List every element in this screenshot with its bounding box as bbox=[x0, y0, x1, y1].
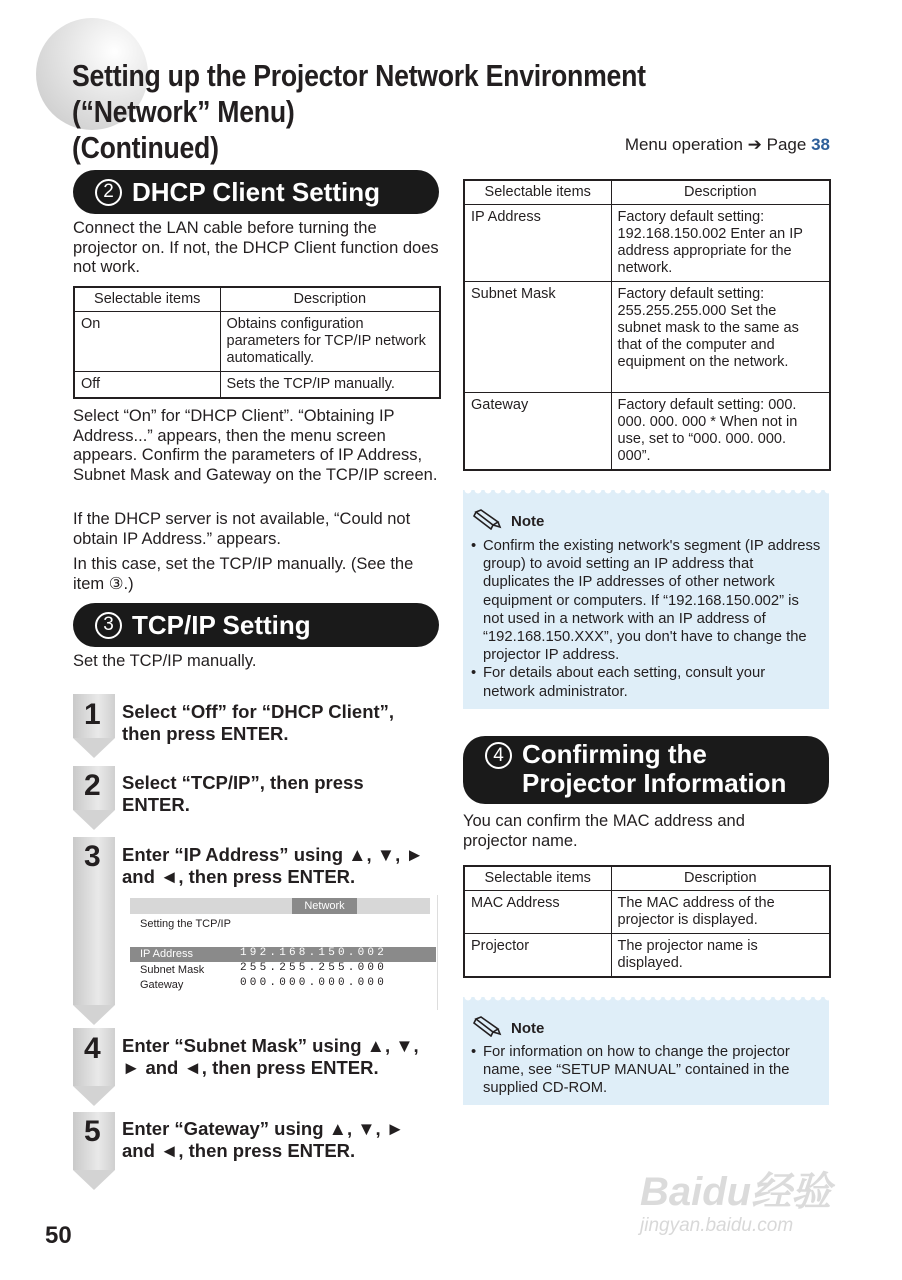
table-cell: Factory default setting: 000. 000. 000. 000 * When not in use, set to “000. 000. 000. 000”. bbox=[611, 393, 830, 471]
note-item: • For information on how to change the projector name, see “SETUP MANUAL” contained in the supplied CD-ROM. bbox=[471, 1043, 821, 1098]
table-header-row bbox=[464, 866, 830, 891]
gateway-label: Gateway bbox=[140, 979, 184, 991]
step-5-text bbox=[122, 1118, 404, 1162]
menu-operation-ref bbox=[625, 135, 830, 155]
confirm-heading-text bbox=[522, 740, 786, 798]
step-line: ► and ◄, then press ENTER. bbox=[122, 1057, 379, 1078]
table-row bbox=[74, 372, 440, 399]
tcpip-intro: Set the TCP/IP manually. bbox=[73, 652, 257, 670]
dhcp-table bbox=[73, 286, 441, 399]
table-cell: Factory default setting: 255.255.255.000 Set the subnet mask to the same as that of the computer and equipment on the network. bbox=[611, 282, 830, 393]
confirm-section-heading bbox=[463, 736, 829, 804]
table-cell: The MAC address of the projector is displayed. bbox=[611, 891, 830, 934]
table-row bbox=[464, 393, 830, 471]
projector-info-table bbox=[463, 865, 831, 978]
note-title bbox=[473, 508, 544, 534]
step-number: 1 bbox=[84, 698, 101, 731]
network-tab: Network bbox=[292, 898, 357, 914]
dhcp-paragraph-2: If the DHCP server is not available, “Could not obtain IP Address.” appears. bbox=[73, 510, 411, 548]
gateway-value: 000.000.000.000 bbox=[240, 977, 388, 989]
table-cell: Projector bbox=[464, 934, 611, 978]
step-line: then press ENTER. bbox=[122, 723, 289, 744]
step-1-text bbox=[122, 701, 394, 745]
table-row bbox=[464, 282, 830, 393]
title-line-1: Setting up the Projector Network Environment (“Network” Menu) bbox=[72, 58, 646, 129]
table-header-row bbox=[74, 287, 440, 312]
table-cell: Subnet Mask bbox=[464, 282, 611, 393]
menu-operation-page-link[interactable]: 38 bbox=[811, 135, 830, 154]
step-line: and ◄, then press ENTER. bbox=[122, 866, 356, 887]
table-cell: Gateway bbox=[464, 393, 611, 471]
confirm-heading-line-2: Projector Information bbox=[522, 768, 787, 798]
tcpip-section-heading bbox=[73, 603, 439, 647]
table-cell: Off bbox=[74, 372, 220, 399]
note-title-text: Note bbox=[511, 512, 545, 530]
table-cell: MAC Address bbox=[464, 891, 611, 934]
ip-address-value: 192.168.150.002 bbox=[240, 947, 388, 959]
confirm-intro: You can confirm the MAC address and projector name. bbox=[463, 812, 745, 850]
section-number-badge: 4 bbox=[485, 742, 512, 769]
dhcp-paragraph-3: In this case, set the TCP/IP manually. (See the item ③.) bbox=[73, 555, 414, 593]
note-title bbox=[473, 1015, 544, 1041]
step-number: 5 bbox=[84, 1115, 101, 1148]
table-header-row bbox=[464, 180, 830, 205]
step-line: Enter “IP Address” using ▲, ▼, ► bbox=[122, 844, 424, 865]
table-header: Selectable items bbox=[464, 180, 611, 205]
screen-subtitle: Setting the TCP/IP bbox=[140, 918, 231, 930]
table-header: Description bbox=[220, 287, 440, 312]
step-number: 3 bbox=[84, 840, 101, 873]
dhcp-section-heading bbox=[73, 170, 439, 214]
tcpip-items-table bbox=[463, 179, 831, 471]
note-scallop-edge bbox=[463, 992, 829, 1002]
title-line-2: (Continued) bbox=[72, 130, 219, 165]
note-list bbox=[471, 537, 821, 701]
table-row bbox=[464, 934, 830, 978]
table-row bbox=[464, 891, 830, 934]
dhcp-heading-text: DHCP Client Setting bbox=[132, 176, 380, 207]
note-title-text: Note bbox=[511, 1019, 545, 1037]
step-line: Select “Off” for “DHCP Client”, bbox=[122, 701, 395, 722]
note-box bbox=[463, 490, 829, 709]
table-header: Description bbox=[611, 866, 830, 891]
step-3-text bbox=[122, 844, 424, 888]
table-header: Selectable items bbox=[464, 866, 611, 891]
note-item: • Confirm the existing network's segment (IP address group) to avoid setting an IP address that duplicates the IP addresses of other network equipment or computers. If “192.168.150.002” is not used in a network with an IP address of “192.168.150.XXX”, you don't have to change the projector IP address. bbox=[471, 537, 821, 664]
step-line: and ◄, then press ENTER. bbox=[122, 1140, 356, 1161]
subnet-mask-value: 255.255.255.000 bbox=[240, 962, 388, 974]
step-4-text bbox=[122, 1035, 419, 1079]
dhcp-paragraph-1: Select “On” for “DHCP Client”. “Obtaining IP Address...” appears, then the menu screen appears. Confirm the parameters of IP Address, Subnet Mask and Gateway on the TCP/IP screen. bbox=[73, 407, 438, 484]
table-cell: Sets the TCP/IP manually. bbox=[220, 372, 440, 399]
note-scallop-edge bbox=[463, 485, 829, 495]
tcpip-screen-illustration bbox=[130, 895, 438, 1010]
dhcp-intro: Connect the LAN cable before turning the projector on. If not, the DHCP Client function does not work. bbox=[73, 219, 439, 277]
table-cell: Factory default setting: 192.168.150.002 Enter an IP address appropriate for the network. bbox=[611, 205, 830, 282]
tcpip-heading-text: TCP/IP Setting bbox=[132, 609, 311, 640]
table-cell: Obtains configuration parameters for TCP/IP network automatically. bbox=[220, 312, 440, 372]
table-row bbox=[74, 312, 440, 372]
step-number: 4 bbox=[84, 1032, 101, 1065]
watermark-logo: Baidu经验 bbox=[640, 1170, 832, 1214]
step-number: 2 bbox=[84, 769, 101, 802]
watermark-url: jingyan.baidu.com bbox=[640, 1215, 794, 1236]
page-number: 50 bbox=[45, 1222, 72, 1249]
menu-operation-text: Menu operation ➔ Page bbox=[624, 135, 812, 154]
section-number-badge: 3 bbox=[95, 612, 122, 639]
table-header: Selectable items bbox=[74, 287, 220, 312]
section-number-badge: 2 bbox=[95, 179, 122, 206]
note-box bbox=[463, 997, 829, 1105]
ip-address-label: IP Address bbox=[140, 948, 193, 960]
step-line: ENTER. bbox=[122, 794, 190, 815]
step-2-text bbox=[122, 772, 364, 816]
table-cell: IP Address bbox=[464, 205, 611, 282]
note-item: • For details about each setting, consult your network administrator. bbox=[471, 664, 821, 700]
pencil-note-icon bbox=[473, 508, 507, 534]
step-line: Enter “Subnet Mask” using ▲, ▼, bbox=[122, 1035, 419, 1056]
step-line: Select “TCP/IP”, then press bbox=[122, 772, 364, 793]
note-list bbox=[471, 1043, 821, 1098]
subnet-mask-label: Subnet Mask bbox=[140, 964, 205, 976]
table-cell: On bbox=[74, 312, 220, 372]
table-cell: The projector name is displayed. bbox=[611, 934, 830, 978]
pencil-note-icon bbox=[473, 1015, 507, 1041]
table-row bbox=[464, 205, 830, 282]
menu-bar bbox=[130, 898, 430, 914]
step-line: Enter “Gateway” using ▲, ▼, ► bbox=[122, 1118, 405, 1139]
table-header: Description bbox=[611, 180, 830, 205]
confirm-heading-line-1: Confirming the bbox=[522, 739, 707, 769]
